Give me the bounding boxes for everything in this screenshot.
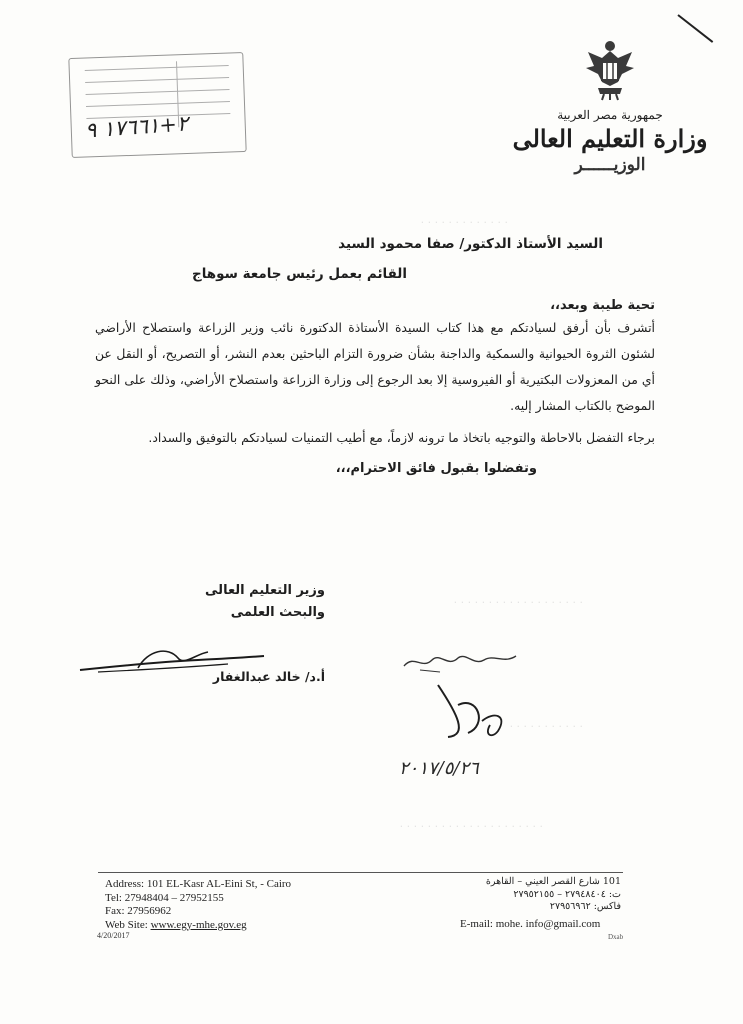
addressee: السيد الأستاذ الدكتور/ صفا محمود السيد <box>338 236 603 252</box>
republic-name: جمهورية مصر العربية <box>557 108 663 122</box>
handwritten-date <box>395 752 525 782</box>
signatory-name: أ.د/ خالد عبدالغفار <box>212 669 325 684</box>
handwritten-note-icon <box>400 650 520 674</box>
incoming-stamp <box>68 52 246 158</box>
footer-ar-address: 101 شارع القصر العيني – القاهرة <box>485 876 621 887</box>
footer-ar-tel: ت: ٢٧٩٤٨٤٠٤ – ٢٧٩٥٢١٥٥ <box>513 888 621 900</box>
eagle-emblem-icon <box>580 38 640 102</box>
paragraph: برجاء التفضل بالاحاطة والتوجيه باتخاذ ما ترونه لازماً، مع أطيب التمنيات لسيادتكم بالتوفيق والسداد. <box>148 430 655 445</box>
footer-address: Address: 101 EL-Kasr AL-Eini St, - Cairo <box>105 878 292 890</box>
signatory-title: وزير التعليم العالى <box>205 583 325 598</box>
incoming-number: ٢+١٧٦٦١ ٩ <box>84 111 189 143</box>
footer-arabic <box>486 876 621 914</box>
bleed-through-text: · · · · · · · · · · · · · · · · · · · · · <box>399 820 543 833</box>
footer-tel: Tel: 27948404 – 27952155 <box>105 891 224 904</box>
handwritten-date-text: ٢٠١٧/٥/٢٦ <box>399 758 479 779</box>
signature-icon <box>78 640 268 680</box>
footer-english <box>105 878 291 932</box>
letter-paragraphs <box>95 315 655 451</box>
web-label: Web Site: <box>105 918 151 931</box>
web-url[interactable]: www.egy-mhe.gov.eg <box>150 918 247 931</box>
ministry-name: وزارة التعليم العالى <box>512 124 708 153</box>
footer-divider <box>98 872 623 873</box>
paragraph: أتشرف بأن أرفق لسيادتكم مع هذا كتاب السيدة الأستاذة الدكتورة نائب وزير الزراعة واستصلاح الأراضي لشئون الثروة الحيوانية والسمكية والداجنة بشأن ضرورة التزام الباحثين بعدم النشر، أو التصريح، أو النقل عن أي من المعزولات البكتيرية أو الفيروسية إلا بعد الرجوع إلى وزارة الزراعة واستصلاح الأراضي، وذلك على النحو الموضح بالكتاب المشار إليه. <box>95 320 655 413</box>
footer-email[interactable]: E-mail: mohe. info@gmail.com <box>460 918 601 930</box>
closing-line: وتفضلوا بقبول فائق الاحترام،،، <box>335 461 537 476</box>
addressee-position: القائم بعمل رئيس جامعة سوهاج <box>191 266 407 282</box>
footer-fax: Fax: 27956962 <box>105 905 172 917</box>
signatory-title: والبحث العلمى <box>230 605 325 620</box>
greeting: تحية طيبة وبعد،، <box>550 298 655 313</box>
footer-ar-fax: فاكس: ٢٧٩٥٦٩٦٢ <box>549 901 621 912</box>
minister-title: الوزيــــــر <box>574 155 646 175</box>
bleed-through-text: · · · · · · · · · · · <box>509 720 583 733</box>
letter-body <box>95 236 655 476</box>
ministry-header <box>505 38 715 175</box>
footer-code: Dxab <box>608 933 624 941</box>
handwritten-initials-icon <box>428 675 518 745</box>
document-date: 4/20/2017 <box>97 931 130 940</box>
footer-web <box>105 919 291 933</box>
bleed-through-text: · · · · · · · · · · · · · · · · · · · <box>453 596 583 609</box>
bleed-through-text: · · · · · · · · · · · · · <box>420 216 508 229</box>
